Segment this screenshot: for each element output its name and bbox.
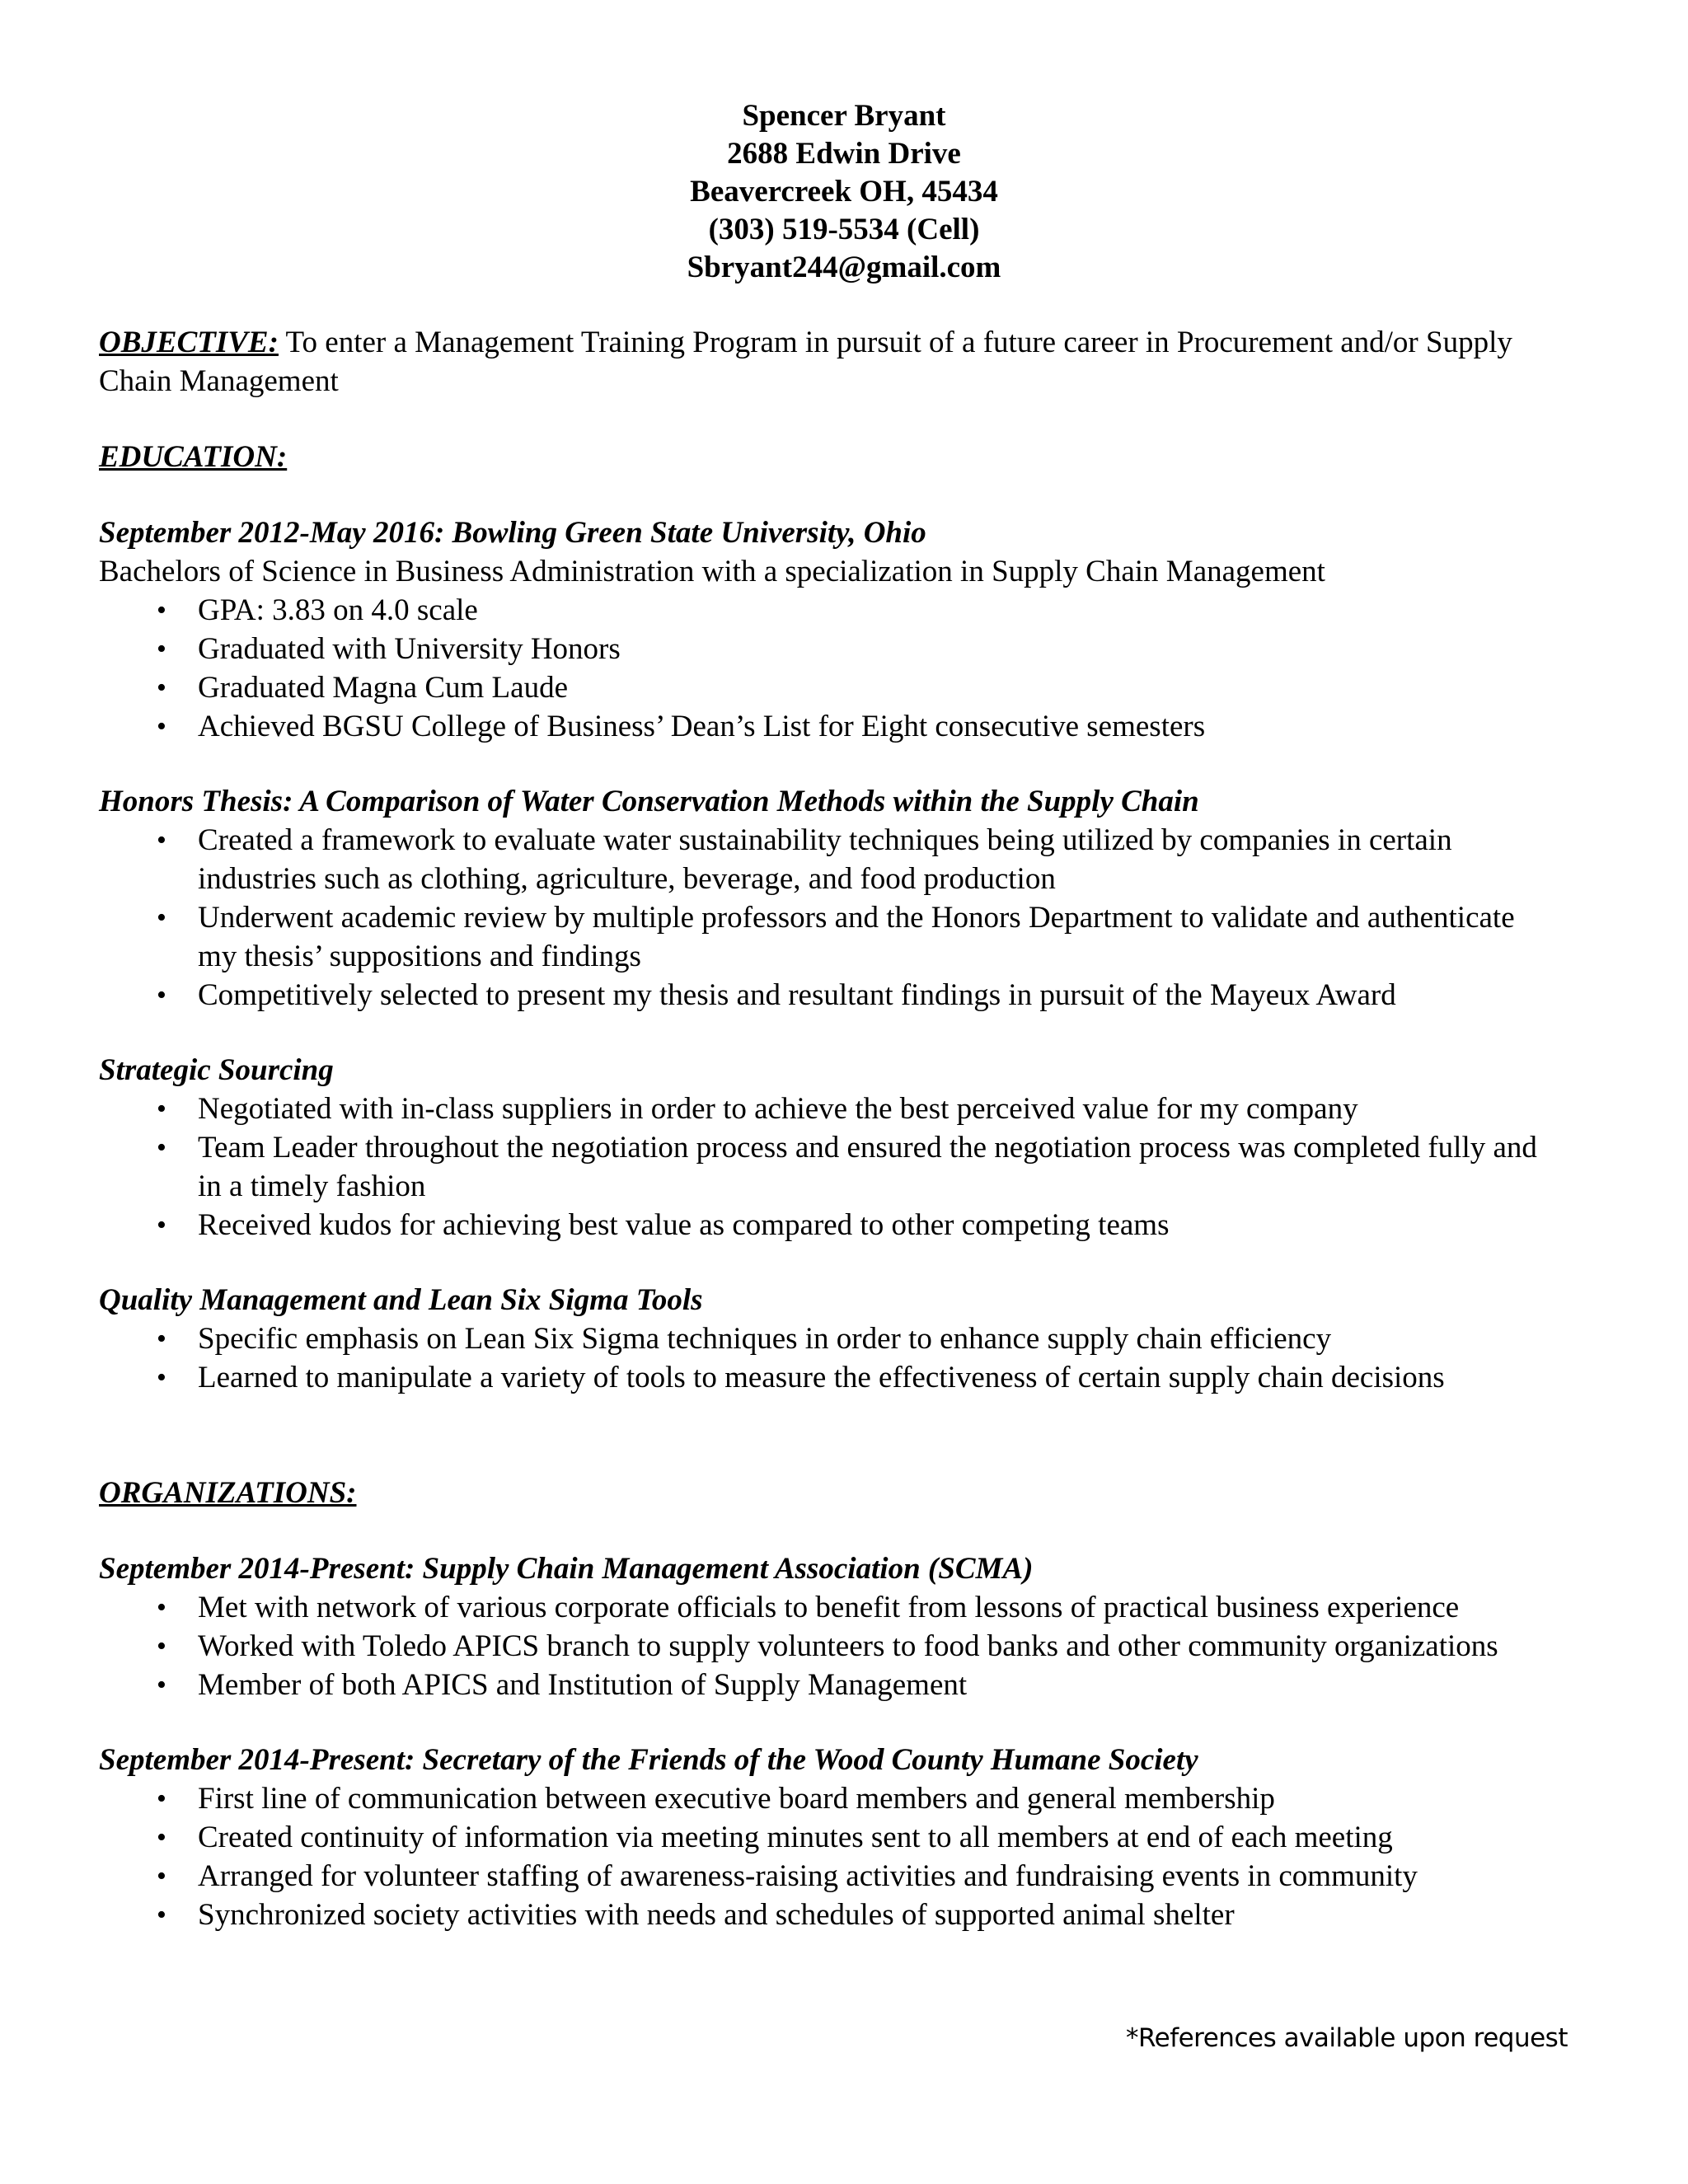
bullet-dot-icon: • <box>157 1861 166 1891</box>
candidate-name: Spencer Bryant <box>742 99 946 133</box>
resume-body <box>99 323 1558 1934</box>
bullet-list <box>99 1588 1558 1704</box>
entry-title: September 2014-Present: Secretary of the Friends of the Wood County Humane Society <box>99 1743 1198 1777</box>
list-item: • Underwent academic review by multiple professors and the Honors Department to validate and authenticate my thesis’ suppositions and findings <box>99 898 1558 976</box>
list-item: • Arranged for volunteer staffing of awareness-raising activities and fundraising events in community <box>99 1857 1558 1896</box>
list-item: • Negotiated with in-class suppliers in order to achieve the best perceived value for my company <box>99 1090 1558 1128</box>
list-item: • Created continuity of information via meeting minutes sent to all members at end of each meeting <box>99 1818 1558 1857</box>
list-item: • Specific emphasis on Lean Six Sigma techniques in order to enhance supply chain efficiency <box>99 1319 1558 1358</box>
phone-number: (303) 519-5534 (Cell) <box>708 213 980 246</box>
degree-line: Bachelors of Science in Business Administration with a specialization in Supply Chain Management <box>99 555 1325 588</box>
bullet-dot-icon: • <box>157 1132 166 1163</box>
bullet-dot-icon: • <box>157 1783 166 1814</box>
list-item: • Team Leader throughout the negotiation process and ensured the negotiation process was completed fully and in a timely fashion <box>99 1128 1558 1206</box>
bullet-dot-icon: • <box>157 1094 166 1124</box>
bullet-dot-icon: • <box>157 673 166 703</box>
objective-label: OBJECTIVE: <box>99 326 279 359</box>
bullet-list <box>99 1090 1558 1244</box>
list-item: • Graduated Magna Cum Laude <box>99 668 1558 707</box>
bullet-dot-icon: • <box>157 980 166 1010</box>
bullet-dot-icon: • <box>157 1822 166 1853</box>
bullet-list <box>99 1779 1558 1934</box>
list-item: • GPA: 3.83 on 4.0 scale <box>99 591 1558 630</box>
list-item: • Met with network of various corporate officials to benefit from lessons of practical business experience <box>99 1588 1558 1627</box>
list-item: • Worked with Toledo APICS branch to supply volunteers to food banks and other community organizations <box>99 1627 1558 1666</box>
entry-title: Quality Management and Lean Six Sigma Tools <box>99 1283 703 1317</box>
entry-title: September 2014-Present: Supply Chain Management Association (SCMA) <box>99 1552 1034 1586</box>
bullet-dot-icon: • <box>157 902 166 933</box>
list-item: • Graduated with University Honors <box>99 630 1558 668</box>
street-address: 2688 Edwin Drive <box>727 137 961 171</box>
list-item: • Created a framework to evaluate water sustainability techniques being utilized by companies in certain industries such as clothing, agriculture, beverage, and food production <box>99 821 1558 898</box>
organization-entry-humane-society <box>99 1741 1558 1934</box>
bullet-dot-icon: • <box>157 1670 166 1700</box>
bullet-dot-icon: • <box>157 1210 166 1240</box>
city-state-zip: Beavercreek OH, 45434 <box>690 175 998 209</box>
education-entry-university <box>99 513 1558 746</box>
references-note: *References available upon request <box>1125 2023 1568 2053</box>
entry-title: September 2012-May 2016: Bowling Green State University, Ohio <box>99 516 926 550</box>
bullet-dot-icon: • <box>157 825 166 855</box>
list-item: • Competitively selected to present my thesis and resultant findings in pursuit of the Mayeux Award <box>99 976 1558 1015</box>
education-entry-quality <box>99 1281 1558 1397</box>
contact-header <box>0 97 1688 287</box>
education-entry-sourcing <box>99 1051 1558 1244</box>
list-item: • Member of both APICS and Institution of Supply Management <box>99 1666 1558 1704</box>
objective-section <box>99 323 1558 401</box>
list-item: • Synchronized society activities with needs and schedules of supported animal shelter <box>99 1896 1558 1934</box>
education-entry-thesis <box>99 782 1558 1015</box>
bullet-dot-icon: • <box>157 711 166 742</box>
email-address: Sbryant244@gmail.com <box>687 251 1001 284</box>
education-title: EDUCATION: <box>99 440 288 474</box>
bullet-dot-icon: • <box>157 1592 166 1623</box>
entry-title: Honors Thesis: A Comparison of Water Conservation Methods within the Supply Chain <box>99 785 1199 818</box>
bullet-list <box>99 821 1558 1015</box>
bullet-dot-icon: • <box>157 634 166 664</box>
bullet-dot-icon: • <box>157 595 166 626</box>
bullet-dot-icon: • <box>157 1631 166 1661</box>
organization-entry-scma <box>99 1549 1558 1704</box>
bullet-dot-icon: • <box>157 1362 166 1393</box>
list-item: • Received kudos for achieving best value as compared to other competing teams <box>99 1206 1558 1244</box>
bullet-list <box>99 1319 1558 1397</box>
list-item: • Learned to manipulate a variety of tools to measure the effectiveness of certain supply chain decisions <box>99 1358 1558 1397</box>
bullet-dot-icon: • <box>157 1324 166 1354</box>
objective-text: To enter a Management Training Program in pursuit of a future career in Procurement and/or Supply Chain Management <box>99 326 1512 398</box>
list-item: • First line of communication between executive board members and general membership <box>99 1779 1558 1818</box>
bullet-list <box>99 591 1558 746</box>
organizations-title: ORGANIZATIONS: <box>99 1476 357 1510</box>
bullet-dot-icon: • <box>157 1900 166 1930</box>
entry-title: Strategic Sourcing <box>99 1053 334 1087</box>
list-item: • Achieved BGSU College of Business’ Dean’s List for Eight consecutive semesters <box>99 707 1558 746</box>
